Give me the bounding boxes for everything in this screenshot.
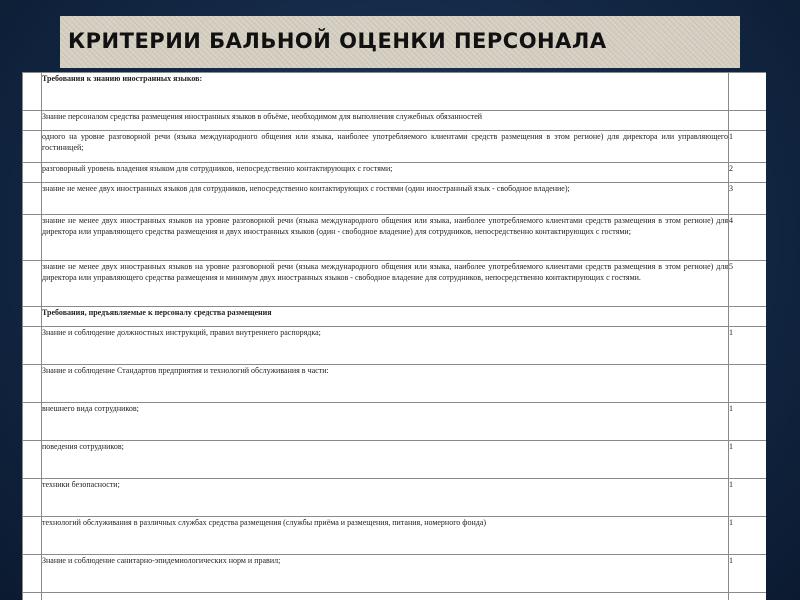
- score-cell: 3: [729, 183, 767, 215]
- table-row: [23, 441, 767, 479]
- table-row: [23, 163, 767, 183]
- table-row: [23, 593, 767, 600]
- row-number-cell: [23, 479, 42, 517]
- criterion-text: одного на уровне разговорной речи (языка международного общения или языка, наиболее употребляемого клиентами средств размещения в этом регионе) для директора или управляющего гостиницей;: [42, 131, 729, 163]
- row-number-cell: [23, 555, 42, 593]
- score-cell: 1: [729, 555, 767, 593]
- table-row: [23, 479, 767, 517]
- criterion-text: технологий обслуживания в различных службах средства размещения (службы приёма и размещения, питания, номерного фонда): [42, 517, 729, 555]
- criterion-text: Требования к знанию иностранных языков:: [42, 73, 729, 111]
- score-cell: 1: [729, 327, 767, 365]
- table-row: [23, 517, 767, 555]
- row-number-cell: [23, 307, 42, 327]
- table-row: [23, 555, 767, 593]
- criterion-text: Знание и соблюдение Стандартов предприятия и технологий обслуживания в части:: [42, 365, 729, 403]
- score-cell: 1: [729, 517, 767, 555]
- criterion-text: разговорный уровень владения языком для сотрудников, непосредственно контактирующих с гостями;: [42, 163, 729, 183]
- row-number-cell: [23, 327, 42, 365]
- score-cell: [729, 111, 767, 131]
- row-number-cell: [23, 593, 42, 600]
- row-number-cell: [23, 163, 42, 183]
- slide-title: КРИТЕРИИ БАЛЬНОЙ ОЦЕНКИ ПЕРСОНАЛА: [68, 29, 607, 53]
- criterion-text: Знание персоналом средства размещения иностранных языков в объёме, необходимом для выполнения служебных обязанностей: [42, 111, 729, 131]
- row-number-cell: [23, 183, 42, 215]
- criteria-sheet: [22, 72, 766, 600]
- criteria-table-body: [23, 73, 767, 600]
- row-number-cell: [23, 73, 42, 111]
- score-cell: 5: [729, 261, 767, 307]
- criterion-text: знание не менее двух иностранных языков для сотрудников, непосредственно контактирующих с гостями (один иностранный язык - свободное владение);: [42, 183, 729, 215]
- criterion-text: знание не менее двух иностранных языков на уровне разговорной речи (языка международного общения или языка, наиболее употребляемого клиентами средств размещения в этом регионе) для директора или управляющего средства размещения и минимум двух иностранных языков - свободное владение для сотрудников, непосредственно контактирующих с гостями.: [42, 261, 729, 307]
- table-row-staff-heading: [23, 307, 767, 327]
- criterion-text: поведения сотрудников;: [42, 441, 729, 479]
- score-cell: 1: [729, 403, 767, 441]
- table-row: [23, 215, 767, 261]
- criterion-text: Требования, предъявляемые к персоналу средства размещения: [42, 307, 729, 327]
- score-cell: [729, 593, 767, 600]
- criterion-text: [42, 593, 729, 600]
- title-banner: [60, 16, 740, 68]
- criterion-text: внешнего вида сотрудников;: [42, 403, 729, 441]
- table-row: [23, 261, 767, 307]
- table-row: [23, 111, 767, 131]
- score-cell: [729, 365, 767, 403]
- row-number-cell: [23, 131, 42, 163]
- table-row: [23, 327, 767, 365]
- score-cell: 1: [729, 441, 767, 479]
- score-cell: [729, 307, 767, 327]
- criterion-text: техники безопасности;: [42, 479, 729, 517]
- table-row: [23, 131, 767, 163]
- row-number-cell: [23, 261, 42, 307]
- criteria-table: [22, 72, 766, 600]
- criterion-text: Знание и соблюдение должностных инструкций, правил внутреннего распорядка;: [42, 327, 729, 365]
- row-number-cell: [23, 517, 42, 555]
- score-cell: 4: [729, 215, 767, 261]
- criterion-text: знание не менее двух иностранных языков на уровне разговорной речи (языка международного общения или языка, наиболее употребляемого клиентами средств размещения в этом регионе) для директора или управляющего средства размещения и двух иностранных языков (один - свободное владение) для сотрудников, непосредственно контактирующих с гостями;: [42, 215, 729, 261]
- table-row-language-heading: [23, 73, 767, 111]
- row-number-cell: [23, 111, 42, 131]
- row-number-cell: [23, 441, 42, 479]
- table-row: [23, 365, 767, 403]
- table-row: [23, 183, 767, 215]
- score-cell: 2: [729, 163, 767, 183]
- score-cell: 1: [729, 479, 767, 517]
- row-number-cell: [23, 365, 42, 403]
- table-row: [23, 403, 767, 441]
- score-cell: 1: [729, 131, 767, 163]
- row-number-cell: [23, 215, 42, 261]
- criterion-text: Знание и соблюдение санитарно-эпидемиологических норм и правил;: [42, 555, 729, 593]
- score-cell: [729, 73, 767, 111]
- row-number-cell: [23, 403, 42, 441]
